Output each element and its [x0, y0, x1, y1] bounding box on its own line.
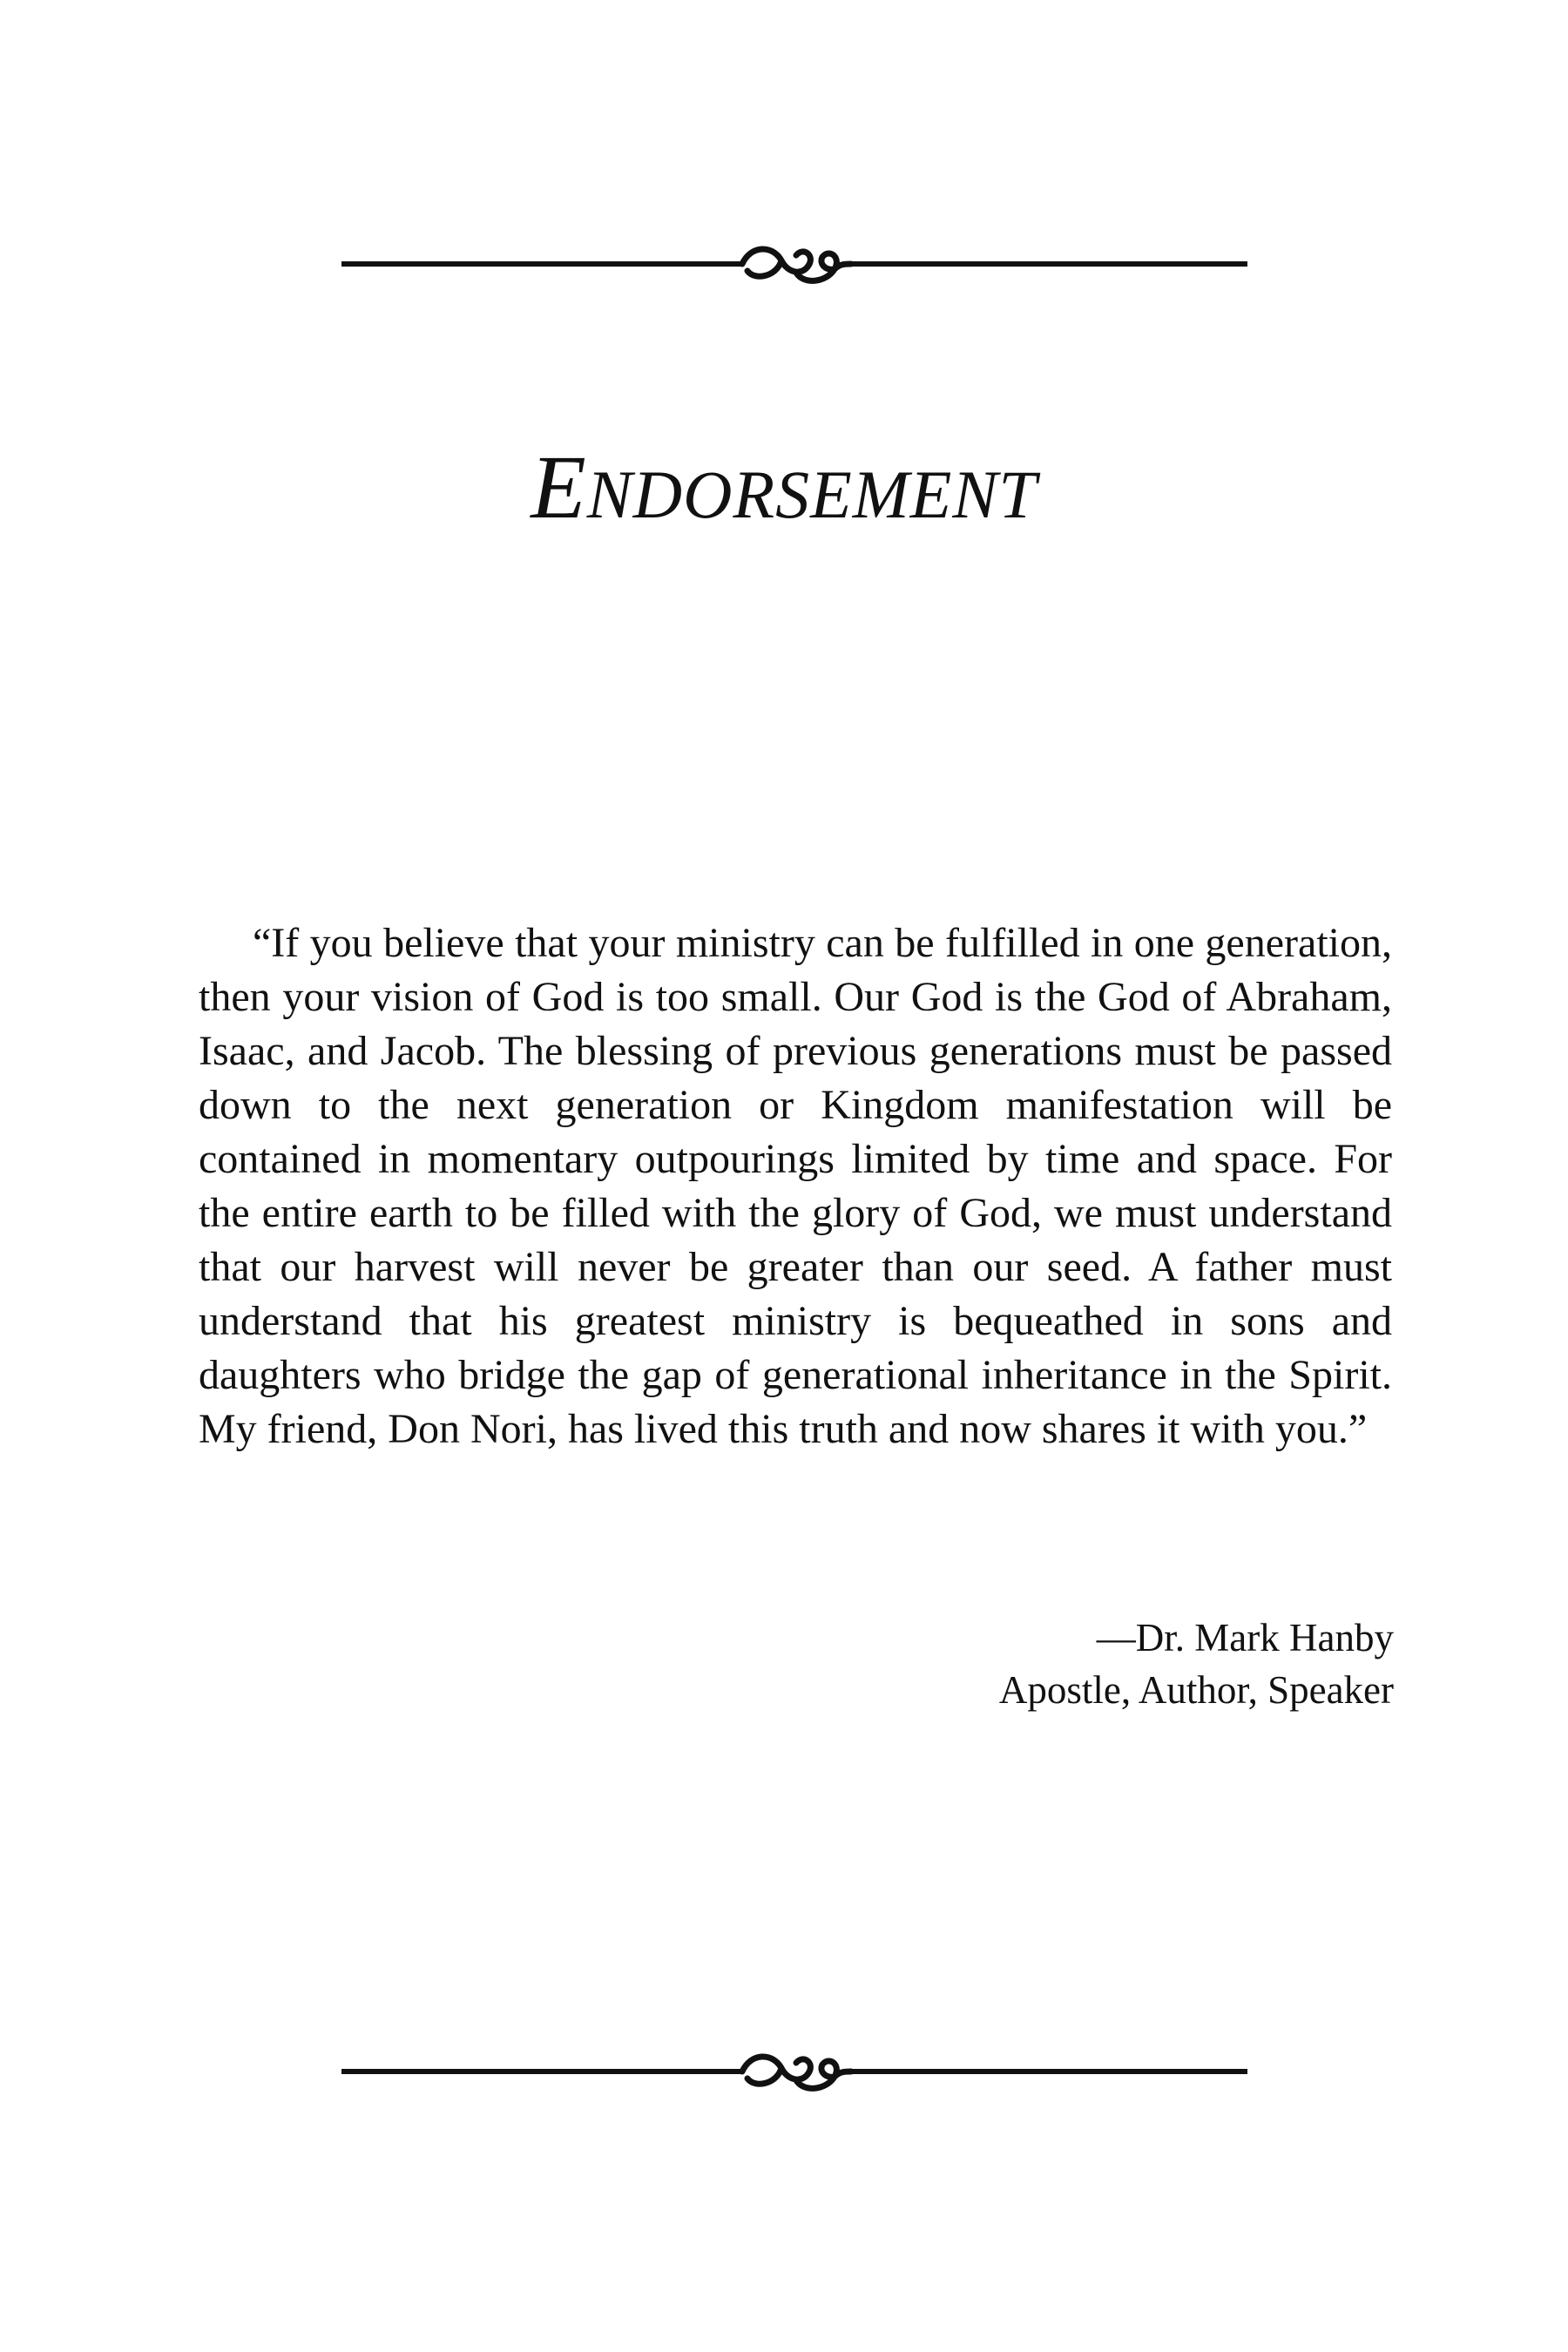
- bottom-flourish-divider: [341, 2045, 1247, 2098]
- flourish-divider-icon: [341, 2045, 1247, 2098]
- flourish-divider-icon: [341, 238, 1247, 290]
- attribution-roles: Apostle, Author, Speaker: [998, 1668, 1394, 1712]
- attribution-block: [999, 1612, 1394, 1716]
- title-rest: NDORSEMENT: [586, 456, 1037, 532]
- attribution-name: —Dr. Mark Hanby: [1096, 1616, 1394, 1659]
- top-flourish-divider: [341, 238, 1247, 290]
- endorsement-quote: “If you believe that your ministry can be fulfilled in one generation, then your vision of God is too small. Our God is the God of Abraham, Isaac, and Jacob. The blessing of previous generations must be passed down to the next generation or Kingdom manifestation will be contained in momentary outpourings limited by time and space. For the entire earth to be filled with the glory of God, we must understand that our harvest will never be greater than our seed. A father must understand that his greatest ministry is bequeathed in sons and daughters who bridge the gap of generational inheritance in the Spirit. My friend, Don Nori, has lived this truth and now shares it with you.”: [199, 920, 1392, 1452]
- page-title: [0, 436, 1568, 547]
- title-first-letter: E: [531, 437, 587, 537]
